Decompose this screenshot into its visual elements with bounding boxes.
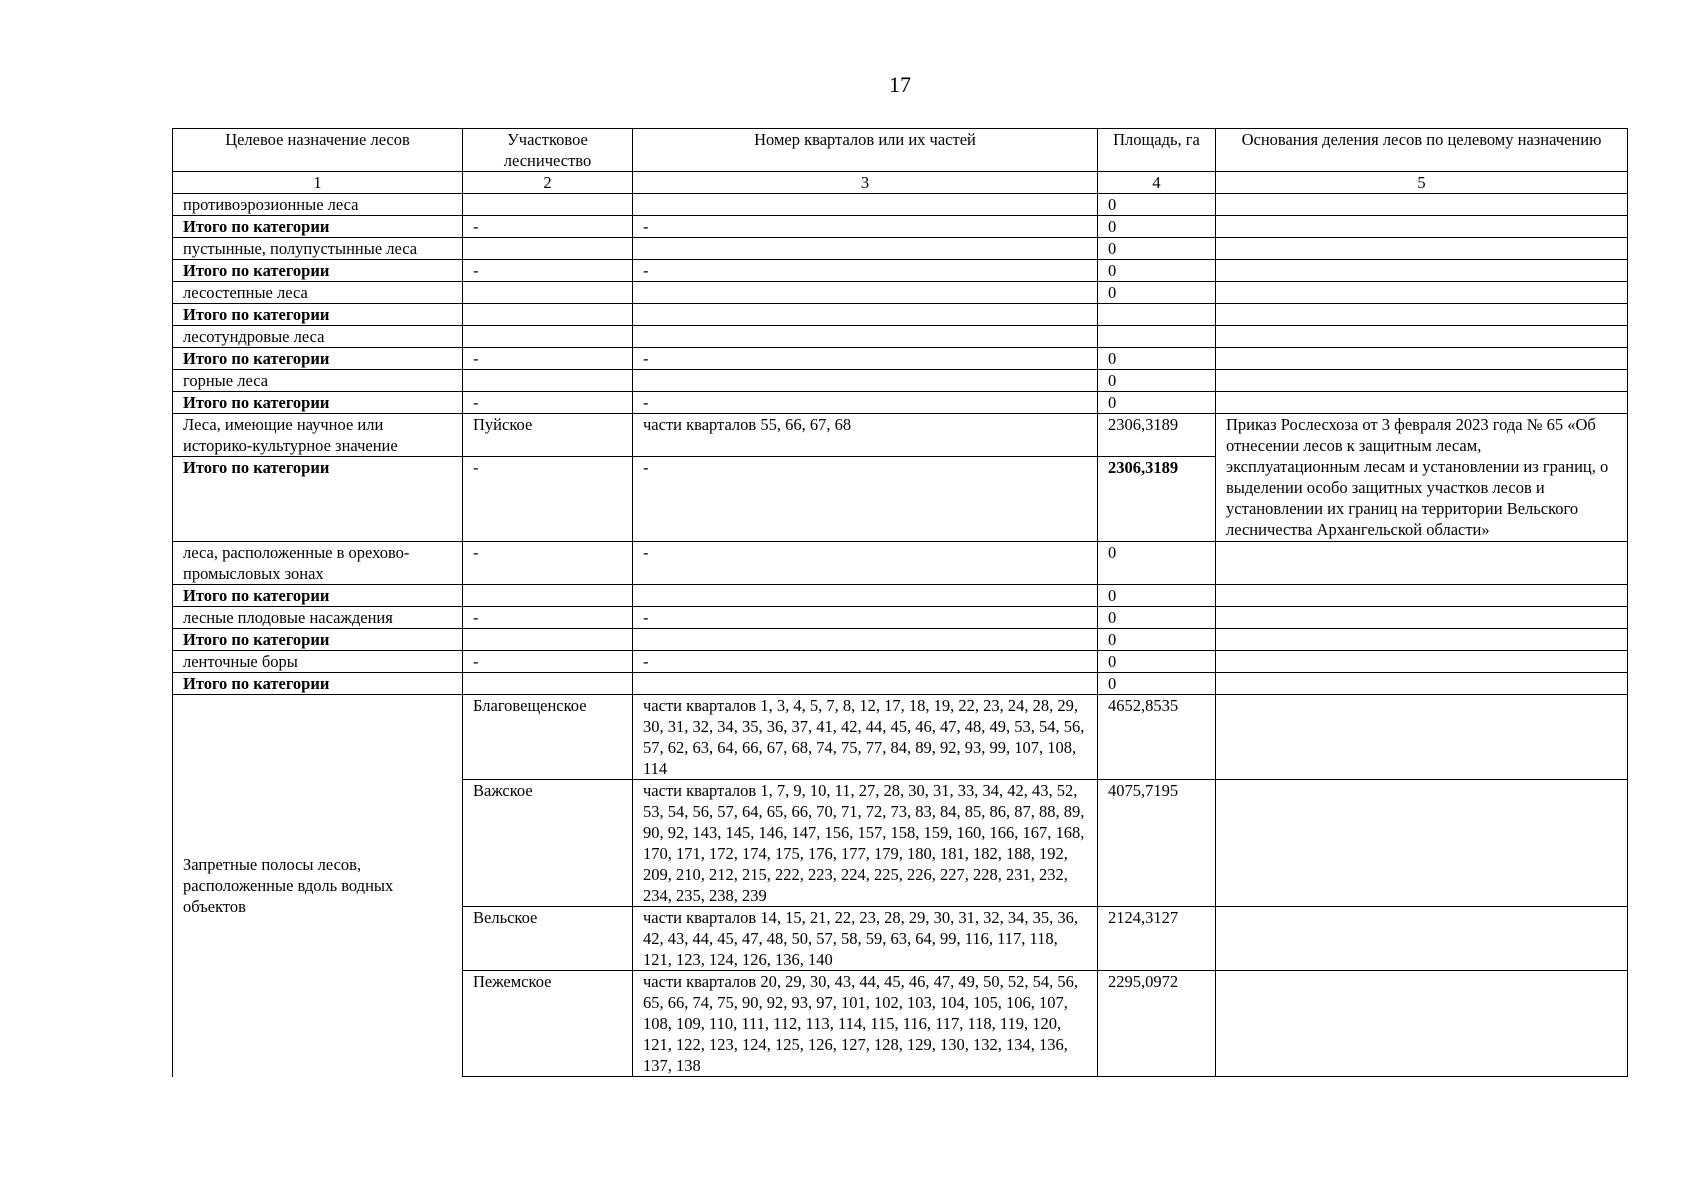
purpose-cell: противоэрозионные леса [173, 194, 463, 216]
district-cell [463, 282, 633, 304]
basis-cell [1216, 216, 1628, 238]
table-row [173, 651, 1628, 673]
header-area: Площадь, га [1098, 129, 1216, 172]
purpose-cell: леса, расположенные в орехово-промысловых зонах [173, 542, 463, 585]
quarters-cell [633, 238, 1098, 260]
quarters-cell: части кварталов 1, 3, 4, 5, 7, 8, 12, 17, 18, 19, 22, 23, 24, 28, 29, 30, 31, 32, 34, 35, 36, 37, 41, 42, 44, 45, 46, 47, 48, 49, 53, 54, 56, 57, 62, 63, 64, 66, 67, 68, 74, 75, 77, 84, 89, 92, 93, 99, 107, 108, 114 [633, 695, 1098, 780]
area-cell: 2124,3127 [1098, 907, 1216, 971]
table-row [173, 348, 1628, 370]
col-number: 5 [1216, 172, 1628, 194]
basis-cell [1216, 282, 1628, 304]
quarters-cell [633, 194, 1098, 216]
col-number: 4 [1098, 172, 1216, 194]
category-total-label: Итого по категории [173, 673, 463, 695]
area-cell: 0 [1098, 673, 1216, 695]
col-number: 1 [173, 172, 463, 194]
basis-cell [1216, 651, 1628, 673]
district-cell: - [463, 607, 633, 629]
basis-cell [1216, 348, 1628, 370]
area-cell: 0 [1098, 607, 1216, 629]
quarters-cell [633, 585, 1098, 607]
district-cell [463, 326, 633, 348]
quarters-cell: - [633, 392, 1098, 414]
quarters-cell: - [633, 260, 1098, 282]
area-cell: 2295,0972 [1098, 971, 1216, 1077]
district-cell: Важское [463, 780, 633, 907]
basis-cell [1216, 392, 1628, 414]
basis-cell [1216, 238, 1628, 260]
basis-cell [1216, 607, 1628, 629]
basis-cell [1216, 907, 1628, 971]
table-row [173, 194, 1628, 216]
table-row [173, 238, 1628, 260]
area-cell: 0 [1098, 216, 1216, 238]
quarters-cell: - [633, 542, 1098, 585]
quarters-cell: - [633, 651, 1098, 673]
district-cell: - [463, 216, 633, 238]
quarters-cell: - [633, 457, 1098, 542]
quarters-cell: - [633, 607, 1098, 629]
quarters-cell: части кварталов 20, 29, 30, 43, 44, 45, 46, 47, 49, 50, 52, 54, 56, 65, 66, 74, 75, 90, 92, 93, 97, 101, 102, 103, 104, 105, 106, 107, 108, 109, 110, 111, 112, 113, 114, 115, 116, 117, 118, 119, 120, 121, 122, 123, 124, 125, 126, 127, 128, 129, 130, 132, 134, 136, 137, 138 [633, 971, 1098, 1077]
basis-cell: Приказ Рослесхоза от 3 февраля 2023 года № 65 «Об отнесении лесов к защитным лесам, эксплуатационным лесам и установлении из границ, о выделении особо защитных участков лесов и установлении их границ на территории Вельского лесничества Архангельской области» [1216, 414, 1628, 542]
area-cell: 0 [1098, 348, 1216, 370]
purpose-cell: Запретные полосы лесов, расположенные вдоль водных объектов [173, 695, 463, 1077]
district-cell: - [463, 542, 633, 585]
purpose-cell: пустынные, полупустынные леса [173, 238, 463, 260]
table-row [173, 607, 1628, 629]
header-district: Участковое лесничество [463, 129, 633, 172]
district-cell: - [463, 457, 633, 542]
purpose-cell: ленточные боры [173, 651, 463, 673]
district-cell: - [463, 651, 633, 673]
table-row [173, 216, 1628, 238]
table-row [173, 585, 1628, 607]
area-cell: 0 [1098, 282, 1216, 304]
table-row [173, 542, 1628, 585]
area-cell: 0 [1098, 585, 1216, 607]
basis-cell [1216, 673, 1628, 695]
district-cell: Пежемское [463, 971, 633, 1077]
table-row [173, 326, 1628, 348]
quarters-cell [633, 370, 1098, 392]
district-cell: Вельское [463, 907, 633, 971]
area-cell [1098, 326, 1216, 348]
district-cell: Благовещенское [463, 695, 633, 780]
quarters-cell: части кварталов 14, 15, 21, 22, 23, 28, 29, 30, 31, 32, 34, 35, 36, 42, 43, 44, 45, 47, 48, 50, 57, 58, 59, 63, 64, 99, 116, 117, 118, 121, 123, 124, 126, 136, 140 [633, 907, 1098, 971]
purpose-cell: Леса, имеющие научное или историко-культурное значение [173, 414, 463, 457]
table-row [173, 370, 1628, 392]
table-row [173, 282, 1628, 304]
purpose-cell: лесные плодовые насаждения [173, 607, 463, 629]
quarters-cell [633, 629, 1098, 651]
category-total-label: Итого по категории [173, 629, 463, 651]
table-row [173, 629, 1628, 651]
district-cell [463, 673, 633, 695]
area-cell: 2306,3189 [1098, 414, 1216, 457]
district-cell: - [463, 260, 633, 282]
area-cell: 0 [1098, 194, 1216, 216]
basis-cell [1216, 542, 1628, 585]
quarters-cell [633, 282, 1098, 304]
col-number: 3 [633, 172, 1098, 194]
area-cell: 4652,8535 [1098, 695, 1216, 780]
area-cell: 0 [1098, 651, 1216, 673]
area-cell: 0 [1098, 238, 1216, 260]
basis-cell [1216, 780, 1628, 907]
area-cell: 0 [1098, 629, 1216, 651]
table-row [173, 695, 1628, 780]
forest-purpose-table [172, 128, 1628, 1077]
category-total-label: Итого по категории [173, 585, 463, 607]
area-total-cell: 2306,3189 [1098, 457, 1216, 542]
area-cell: 0 [1098, 260, 1216, 282]
district-cell [463, 238, 633, 260]
category-total-label: Итого по категории [173, 216, 463, 238]
page-number: 17 [889, 72, 911, 97]
basis-cell [1216, 304, 1628, 326]
category-total-label: Итого по категории [173, 457, 463, 542]
district-cell: - [463, 348, 633, 370]
quarters-cell [633, 673, 1098, 695]
district-cell [463, 585, 633, 607]
header-quarters: Номер кварталов или их частей [633, 129, 1098, 172]
quarters-cell: - [633, 216, 1098, 238]
basis-cell [1216, 194, 1628, 216]
area-cell: 0 [1098, 392, 1216, 414]
header-purpose: Целевое назначение лесов [173, 129, 463, 172]
header-row [173, 129, 1628, 172]
basis-cell [1216, 629, 1628, 651]
basis-cell [1216, 326, 1628, 348]
district-cell [463, 194, 633, 216]
area-cell: 0 [1098, 542, 1216, 585]
table-row [173, 673, 1628, 695]
area-cell [1098, 304, 1216, 326]
col-number: 2 [463, 172, 633, 194]
district-cell [463, 370, 633, 392]
district-cell: - [463, 392, 633, 414]
area-cell: 0 [1098, 370, 1216, 392]
table-row [173, 414, 1628, 457]
table-row [173, 260, 1628, 282]
category-total-label: Итого по категории [173, 260, 463, 282]
header-basis: Основания деления лесов по целевому назначению [1216, 129, 1628, 172]
basis-cell [1216, 585, 1628, 607]
category-total-label: Итого по категории [173, 392, 463, 414]
purpose-cell: лесотундровые леса [173, 326, 463, 348]
table-row [173, 304, 1628, 326]
column-number-row [173, 172, 1628, 194]
district-cell: Пуйское [463, 414, 633, 457]
basis-cell [1216, 260, 1628, 282]
basis-cell [1216, 971, 1628, 1077]
category-total-label: Итого по категории [173, 304, 463, 326]
quarters-cell: части кварталов 55, 66, 67, 68 [633, 414, 1098, 457]
quarters-cell [633, 326, 1098, 348]
area-cell: 4075,7195 [1098, 780, 1216, 907]
district-cell [463, 304, 633, 326]
category-total-label: Итого по категории [173, 348, 463, 370]
purpose-cell: лесостепные леса [173, 282, 463, 304]
district-cell [463, 629, 633, 651]
quarters-cell [633, 304, 1098, 326]
basis-cell [1216, 370, 1628, 392]
basis-cell [1216, 695, 1628, 780]
table-row [173, 392, 1628, 414]
quarters-cell: - [633, 348, 1098, 370]
quarters-cell: части кварталов 1, 7, 9, 10, 11, 27, 28, 30, 31, 33, 34, 42, 43, 52, 53, 54, 56, 57, 64, 65, 66, 70, 71, 72, 73, 83, 84, 85, 86, 87, 88, 89, 90, 92, 143, 145, 146, 147, 156, 157, 158, 159, 160, 166, 167, 168, 170, 171, 172, 174, 175, 176, 177, 179, 180, 181, 182, 188, 192, 209, 210, 212, 215, 222, 223, 224, 225, 226, 227, 228, 231, 232, 234, 235, 238, 239 [633, 780, 1098, 907]
purpose-cell: горные леса [173, 370, 463, 392]
